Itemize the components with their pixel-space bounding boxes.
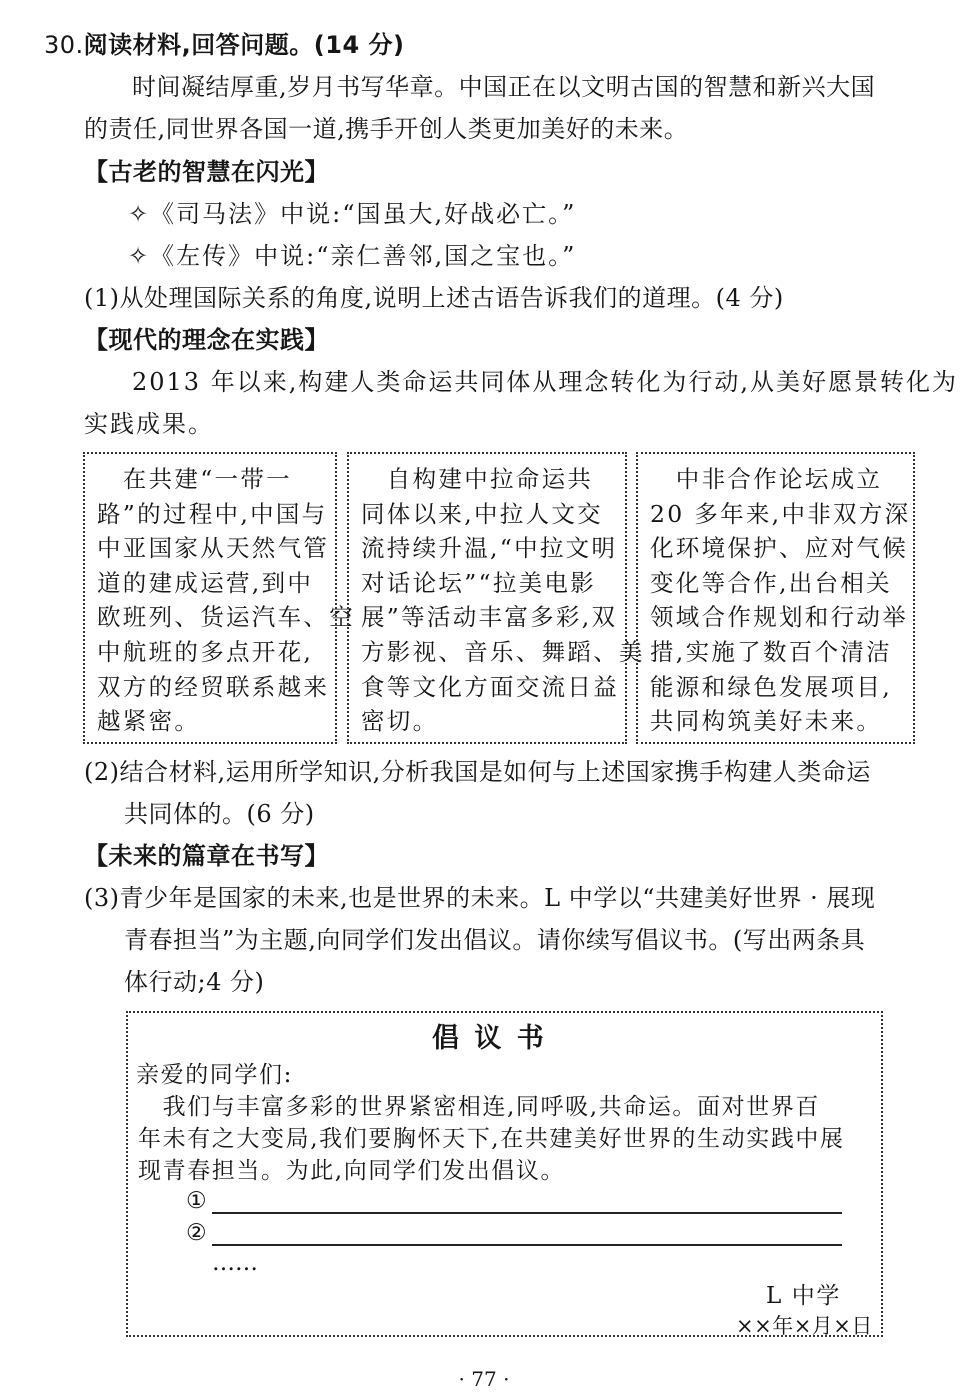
section2-heading: 【现代的理念在实践】	[84, 326, 329, 354]
box-line: 双方的经贸联系越来	[97, 672, 330, 701]
box-line: 展”等活动丰富多彩,双	[361, 603, 618, 632]
proposal-greeting: 亲爱的同学们:	[136, 1062, 293, 1088]
section1-heading: 【古老的智慧在闪光】	[84, 158, 329, 186]
intro-line-2: 的责任,同世界各国一道,携手开创人类更加美好的未来。	[84, 115, 689, 143]
quote-zuo-zhuan: ✧《左传》中说:“亲仁善邻,国之宝也。”	[128, 242, 577, 270]
answer-line-1[interactable]	[212, 1212, 842, 1214]
box-line: 对话论坛”“拉美电影	[361, 568, 597, 597]
material-box-china-latin-america	[347, 452, 645, 744]
box-line: 中亚国家从天然气管	[97, 534, 330, 563]
question-title: 阅读材料,回答问题。(14 分)	[83, 31, 405, 59]
box-line: 领域合作规划和行动举	[650, 603, 908, 632]
box-line: 同体以来,中拉人文交	[361, 499, 603, 528]
box-line: 能源和绿色发展项目,	[650, 672, 892, 701]
box-line: 化环境保护、应对气候	[650, 534, 908, 563]
box-line: 变化等合作,出台相关	[650, 568, 892, 597]
proposal-ellipsis: ……	[212, 1250, 258, 1276]
section2-intro-line-2: 实践成果。	[84, 410, 214, 438]
box-line: 在共建“一带一	[97, 465, 292, 493]
answer-line-2[interactable]	[212, 1244, 842, 1246]
proposal-title: 倡 议 书	[432, 1023, 547, 1054]
question-3-line-3: 体行动;4 分)	[124, 968, 265, 996]
question-1: (1)从处理国际关系的角度,说明上述古语告诉我们的道理。(4 分)	[84, 284, 784, 312]
box-line: 中非合作论坛成立	[650, 465, 883, 493]
intro-line-1: 时间凝结厚重,岁月书写华章。中国正在以文明古国的智慧和新兴大国	[132, 73, 876, 101]
question-2-line-2: 共同体的。(6 分)	[124, 800, 315, 828]
question-number: 30.	[44, 31, 84, 59]
proposal-body-line-3: 现青春担当。为此,向同学们发出倡议。	[138, 1158, 566, 1184]
question-2-line-1: (2)结合材料,运用所学知识,分析我国是如何与上述国家携手构建人类命运	[84, 758, 871, 786]
box-line: 共同构筑美好未来。	[650, 707, 883, 736]
box-line: 道的建成运营,到中	[97, 568, 314, 597]
material-box-belt-road	[83, 452, 355, 744]
box-line: 欧班列、货运汽车、空	[97, 603, 355, 632]
box-line: 措,实施了数百个清洁	[650, 637, 892, 666]
box-line: 食等文化方面交流日益	[361, 672, 619, 701]
proposal-signature: L 中学	[766, 1283, 841, 1309]
section3-heading: 【未来的篇章在书写】	[84, 842, 329, 870]
proposal-date: ××年×月×日	[736, 1314, 873, 1338]
question-header	[44, 30, 404, 60]
proposal-item-2-marker: ②	[186, 1220, 209, 1246]
proposal-body-line-2: 年未有之大变局,我们要胸怀天下,在共建美好世界的生动实践中展	[138, 1126, 845, 1152]
material-box-china-africa	[636, 452, 915, 744]
box-line: 越紧密。	[97, 707, 201, 736]
section2-intro-line-1: 2013 年以来,构建人类命运共同体从理念转化为行动,从美好愿景转化为	[132, 368, 958, 396]
box-line: 自构建中拉命运共	[361, 465, 594, 493]
box-line: 20 多年来,中非双方深	[650, 499, 911, 528]
question-3-line-2: 青春担当”为主题,向同学们发出倡议。请你续写倡议书。(写出两条具	[124, 926, 866, 954]
box-line: 中航班的多点开花,	[97, 637, 314, 666]
box-line: 流持续升温,“中拉文明	[361, 534, 618, 563]
question-3-line-1: (3)青少年是国家的未来,也是世界的未来。L 中学以“共建美好世界 · 展现	[84, 884, 876, 912]
box-line: 路”的过程中,中国与	[97, 499, 328, 528]
box-line: 密切。	[361, 707, 439, 736]
quote-sima-fa: ✧《司马法》中说:“国虽大,好战必亡。”	[128, 200, 577, 228]
proposal-item-1-marker: ①	[186, 1188, 209, 1214]
page-number: · 77 ·	[458, 1367, 510, 1391]
box-line: 方影视、音乐、舞蹈、美	[361, 637, 645, 666]
proposal-body-line-1: 我们与丰富多彩的世界紧密相连,同呼吸,共命运。面对世界百	[138, 1094, 821, 1120]
